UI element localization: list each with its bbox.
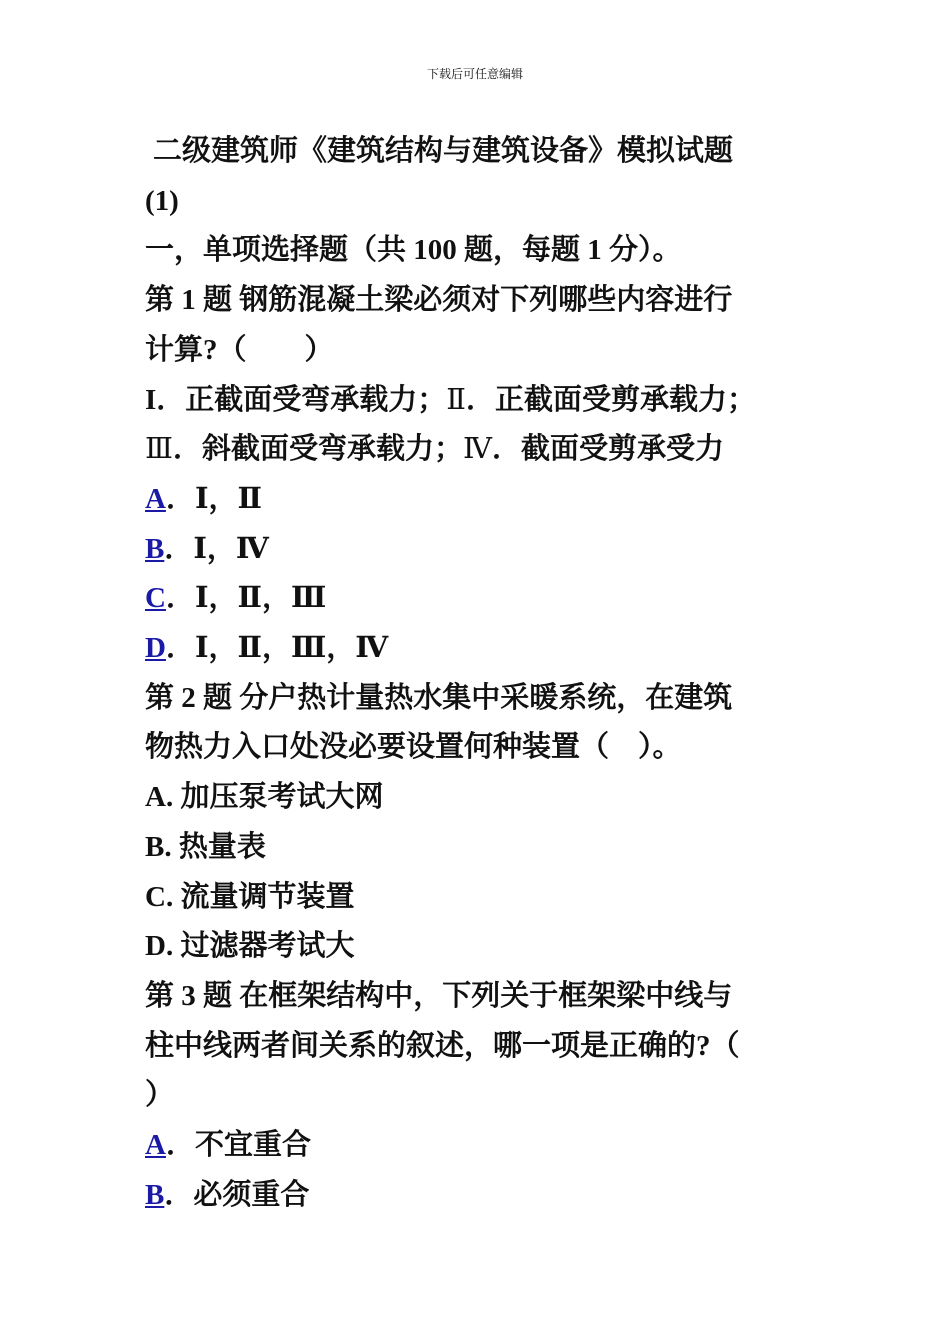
item-1-label: I．正截面受弯承载力； bbox=[145, 383, 447, 416]
question-3-stem-line-2: 柱中线两者间关系的叙述，哪一项是正确的?（ bbox=[145, 1029, 740, 1062]
item-4-label: ．截面受剪承受力 bbox=[491, 433, 724, 466]
question-1-stem-line-1: 第 1 题 钢筋混凝土梁必须对下列哪些内容进行 bbox=[145, 284, 733, 317]
document-title: 二级建筑师《建筑结构与建筑设备》模拟试题 bbox=[153, 135, 734, 167]
option-a-text: ．Ⅰ，Ⅱ bbox=[165, 482, 262, 515]
item-3-label: ．斜截面受弯承载力； bbox=[172, 433, 463, 466]
roman-2: Ⅱ bbox=[446, 383, 467, 416]
question-1-items-line-1 bbox=[145, 376, 835, 426]
question-2-option-c: C. 流量调节装置 bbox=[145, 880, 355, 913]
roman-4: Ⅳ bbox=[462, 433, 492, 466]
q3-option-a-link[interactable]: A bbox=[145, 1129, 166, 1162]
roman-3: Ⅲ bbox=[145, 433, 173, 466]
question-2-stem-line-1: 第 2 题 分户热计量热水集中采暖系统，在建筑 bbox=[145, 681, 733, 714]
q3-option-a-text: ．不宜重合 bbox=[165, 1129, 311, 1162]
question-2-option-d: D. 过滤器考试大 bbox=[145, 930, 355, 963]
q3-option-b-text: ．必须重合 bbox=[164, 1178, 310, 1211]
option-c-text: ．Ⅰ，Ⅱ，Ⅲ bbox=[165, 582, 327, 615]
question-1-option-a bbox=[145, 475, 835, 525]
document-title-number: (1) bbox=[145, 184, 179, 217]
option-b-link[interactable]: B bbox=[145, 532, 165, 565]
question-1-items-line-2 bbox=[145, 425, 835, 475]
question-3-option-a bbox=[145, 1121, 835, 1171]
header-note: 下载后可任意编辑 bbox=[426, 67, 523, 81]
question-2-option-a: A. 加压泵考试大网 bbox=[145, 781, 384, 814]
option-a-link[interactable]: A bbox=[145, 482, 166, 515]
question-2-option-b: B. 热量表 bbox=[145, 830, 266, 863]
question-3-option-b bbox=[145, 1171, 835, 1221]
option-d-text: ．Ⅰ，Ⅱ，Ⅲ，Ⅳ bbox=[165, 632, 389, 665]
question-2-stem-line-2: 物热力入口处没必要设置何种装置（ ）。 bbox=[145, 731, 682, 764]
option-c-link[interactable]: C bbox=[145, 582, 166, 615]
question-3-stem-line-3: ） bbox=[145, 1079, 175, 1112]
document-body bbox=[145, 127, 835, 1220]
question-3-stem-line-1: 第 3 题 在框架结构中，下列关于框架梁中线与 bbox=[145, 979, 733, 1012]
option-d-link[interactable]: D bbox=[145, 632, 166, 665]
question-1-option-b bbox=[145, 525, 835, 575]
question-1-option-d bbox=[145, 624, 835, 674]
item-2-label: ．正截面受剪承载力； bbox=[466, 383, 757, 416]
question-1-stem-line-2: 计算?（ ） bbox=[145, 333, 334, 366]
q3-option-b-link[interactable]: B bbox=[145, 1178, 165, 1211]
question-1-option-c bbox=[145, 574, 835, 624]
section-heading: 一，单项选择题（共 100 题，每题 1 分）。 bbox=[145, 234, 682, 267]
option-b-text: ．Ⅰ，Ⅳ bbox=[164, 532, 269, 565]
